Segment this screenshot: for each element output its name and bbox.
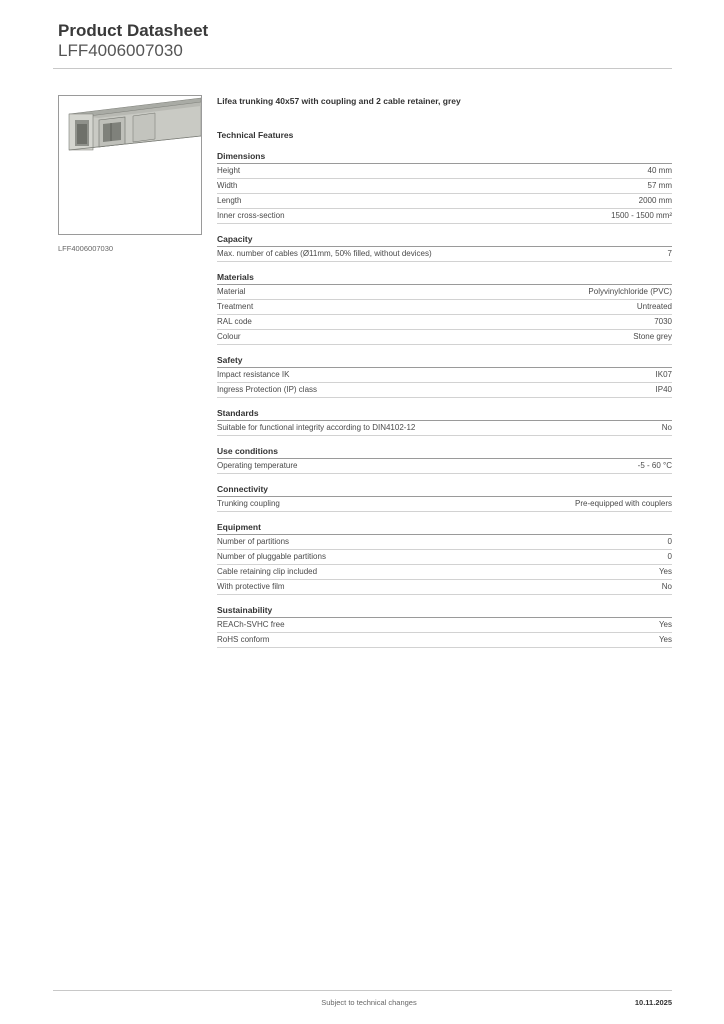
spec-value: No <box>661 423 672 432</box>
spec-label: Inner cross-section <box>217 211 285 220</box>
spec-row <box>217 285 672 300</box>
spec-value: IK07 <box>655 370 672 379</box>
section-title: Sustainability <box>217 604 672 618</box>
section-safety <box>217 354 672 398</box>
document-title: Product Datasheet <box>58 21 209 40</box>
header-divider <box>53 68 672 69</box>
spec-value: Yes <box>658 620 672 629</box>
spec-label: Width <box>217 181 238 190</box>
spec-row <box>217 209 672 224</box>
section-title: Connectivity <box>217 483 672 497</box>
spec-value: Pre-equipped with couplers <box>575 499 672 508</box>
section-title: Equipment <box>217 521 672 535</box>
spec-label: RoHS conform <box>217 635 270 644</box>
spec-label: With protective film <box>217 582 285 591</box>
footer-divider <box>53 990 672 991</box>
spec-value: 2000 mm <box>638 196 672 205</box>
footer-note: Subject to technical changes <box>321 998 417 1007</box>
spec-value: IP40 <box>655 385 672 394</box>
spec-label: Length <box>217 196 242 205</box>
spec-row <box>217 368 672 383</box>
spec-value: Untreated <box>636 302 672 311</box>
spec-row <box>217 633 672 648</box>
spec-value: 7030 <box>654 317 672 326</box>
spec-value: No <box>661 582 672 591</box>
section-equipment <box>217 521 672 595</box>
spec-label: Operating temperature <box>217 461 298 470</box>
footer-date: 10.11.2025 <box>634 998 672 1007</box>
spec-value: 7 <box>667 249 672 258</box>
technical-features-title: Technical Features <box>217 130 294 140</box>
image-caption: LFF4006007030 <box>58 244 114 253</box>
spec-row <box>217 535 672 550</box>
section-dimensions <box>217 150 672 224</box>
section-connectivity <box>217 483 672 512</box>
spec-row <box>217 179 672 194</box>
section-title: Materials <box>217 271 672 285</box>
spec-row <box>217 550 672 565</box>
spec-value: Yes <box>658 567 672 576</box>
spec-value: 57 mm <box>647 181 672 190</box>
spec-value: 1500 - 1500 mm² <box>611 211 672 220</box>
spec-label: Height <box>217 166 241 175</box>
section-title: Capacity <box>217 233 672 247</box>
spec-value: 0 <box>667 552 672 561</box>
spec-label: Suitable for functional integrity according to DIN4102-12 <box>217 423 416 432</box>
spec-label: Colour <box>217 332 241 341</box>
spec-label: REACh-SVHC free <box>217 620 285 629</box>
spec-value: -5 - 60 °C <box>637 461 672 470</box>
section-title: Dimensions <box>217 150 672 164</box>
spec-row <box>217 618 672 633</box>
spec-value: Stone grey <box>633 332 672 341</box>
section-use-conditions <box>217 445 672 474</box>
spec-label: Number of pluggable partitions <box>217 552 326 561</box>
spec-row <box>217 247 672 262</box>
spec-label: Trunking coupling <box>217 499 280 508</box>
product-image <box>58 95 202 235</box>
page-header <box>58 20 208 61</box>
trunking-illustration <box>59 96 201 234</box>
section-sustainability <box>217 604 672 648</box>
spec-label: RAL code <box>217 317 252 326</box>
datasheet-content <box>217 95 672 648</box>
spec-row <box>217 459 672 474</box>
section-title: Standards <box>217 407 672 421</box>
spec-row <box>217 315 672 330</box>
product-code: LFF4006007030 <box>58 41 183 60</box>
spec-row <box>217 194 672 209</box>
spec-row <box>217 580 672 595</box>
spec-row <box>217 565 672 580</box>
spec-value: Yes <box>658 635 672 644</box>
spec-label: Impact resistance IK <box>217 370 290 379</box>
spec-value: Polyvinylchloride (PVC) <box>588 287 672 296</box>
spec-row <box>217 300 672 315</box>
spec-label: Treatment <box>217 302 254 311</box>
spec-label: Number of partitions <box>217 537 290 546</box>
spec-label: Cable retaining clip included <box>217 567 318 576</box>
spec-row <box>217 421 672 436</box>
spec-row <box>217 497 672 512</box>
section-title: Safety <box>217 354 672 368</box>
section-standards <box>217 407 672 436</box>
feature-sections <box>217 150 672 648</box>
spec-row <box>217 330 672 345</box>
section-capacity <box>217 233 672 262</box>
spec-label: Material <box>217 287 246 296</box>
product-description: Lifea trunking 40x57 with coupling and 2 cable retainer, grey <box>217 96 461 106</box>
spec-value: 0 <box>667 537 672 546</box>
spec-row <box>217 164 672 179</box>
spec-label: Max. number of cables (Ø11mm, 50% filled, without devices) <box>217 249 432 258</box>
section-title: Use conditions <box>217 445 672 459</box>
spec-label: Ingress Protection (IP) class <box>217 385 318 394</box>
section-materials <box>217 271 672 345</box>
spec-row <box>217 383 672 398</box>
spec-value: 40 mm <box>647 166 672 175</box>
